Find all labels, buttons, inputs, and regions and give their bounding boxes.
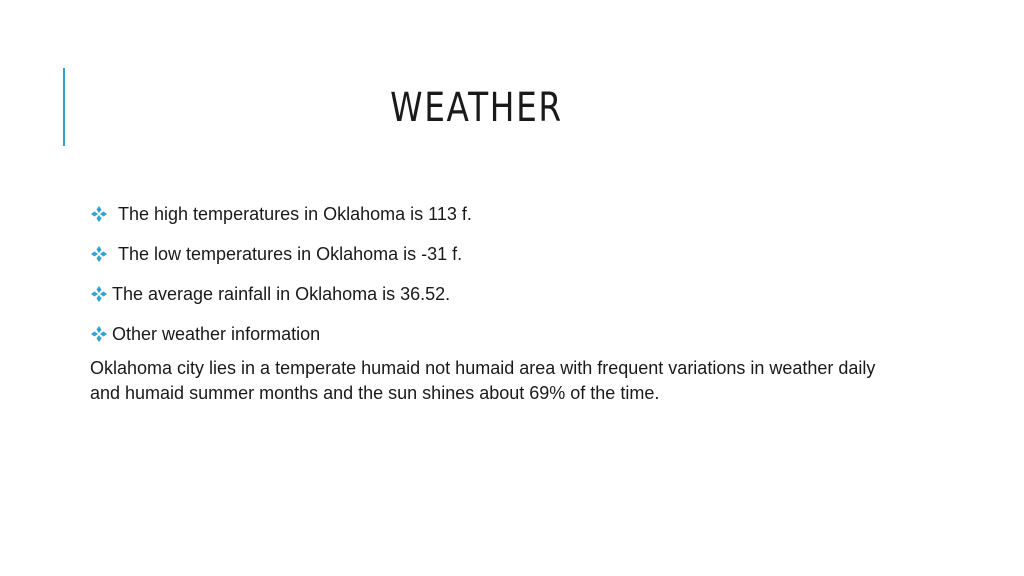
bullet-item [90,234,920,274]
diamond-bullet-icon [90,284,110,304]
bullet-text: Other weather information [112,323,321,344]
bullet-text: The low temperatures in Oklahoma is -31 f. [118,243,463,264]
slide-title: WEATHER [390,85,563,131]
bullet-item [90,314,920,354]
diamond-bullet-icon [90,204,110,224]
diamond-bullet-icon [90,244,110,264]
bullet-item [90,274,920,314]
bullet-item [90,194,920,234]
body-paragraph: Oklahoma city lies in a temperate humaid not humaid area with frequent variations in weather daily and humaid summer months and the sun shines about 69% of the time. [90,358,876,403]
diamond-bullet-icon [90,324,110,344]
bullet-text: The average rainfall in Oklahoma is 36.52. [112,283,451,304]
slide-content [90,194,920,406]
accent-bar [63,68,65,146]
bullet-text: The high temperatures in Oklahoma is 113 f. [118,203,472,224]
